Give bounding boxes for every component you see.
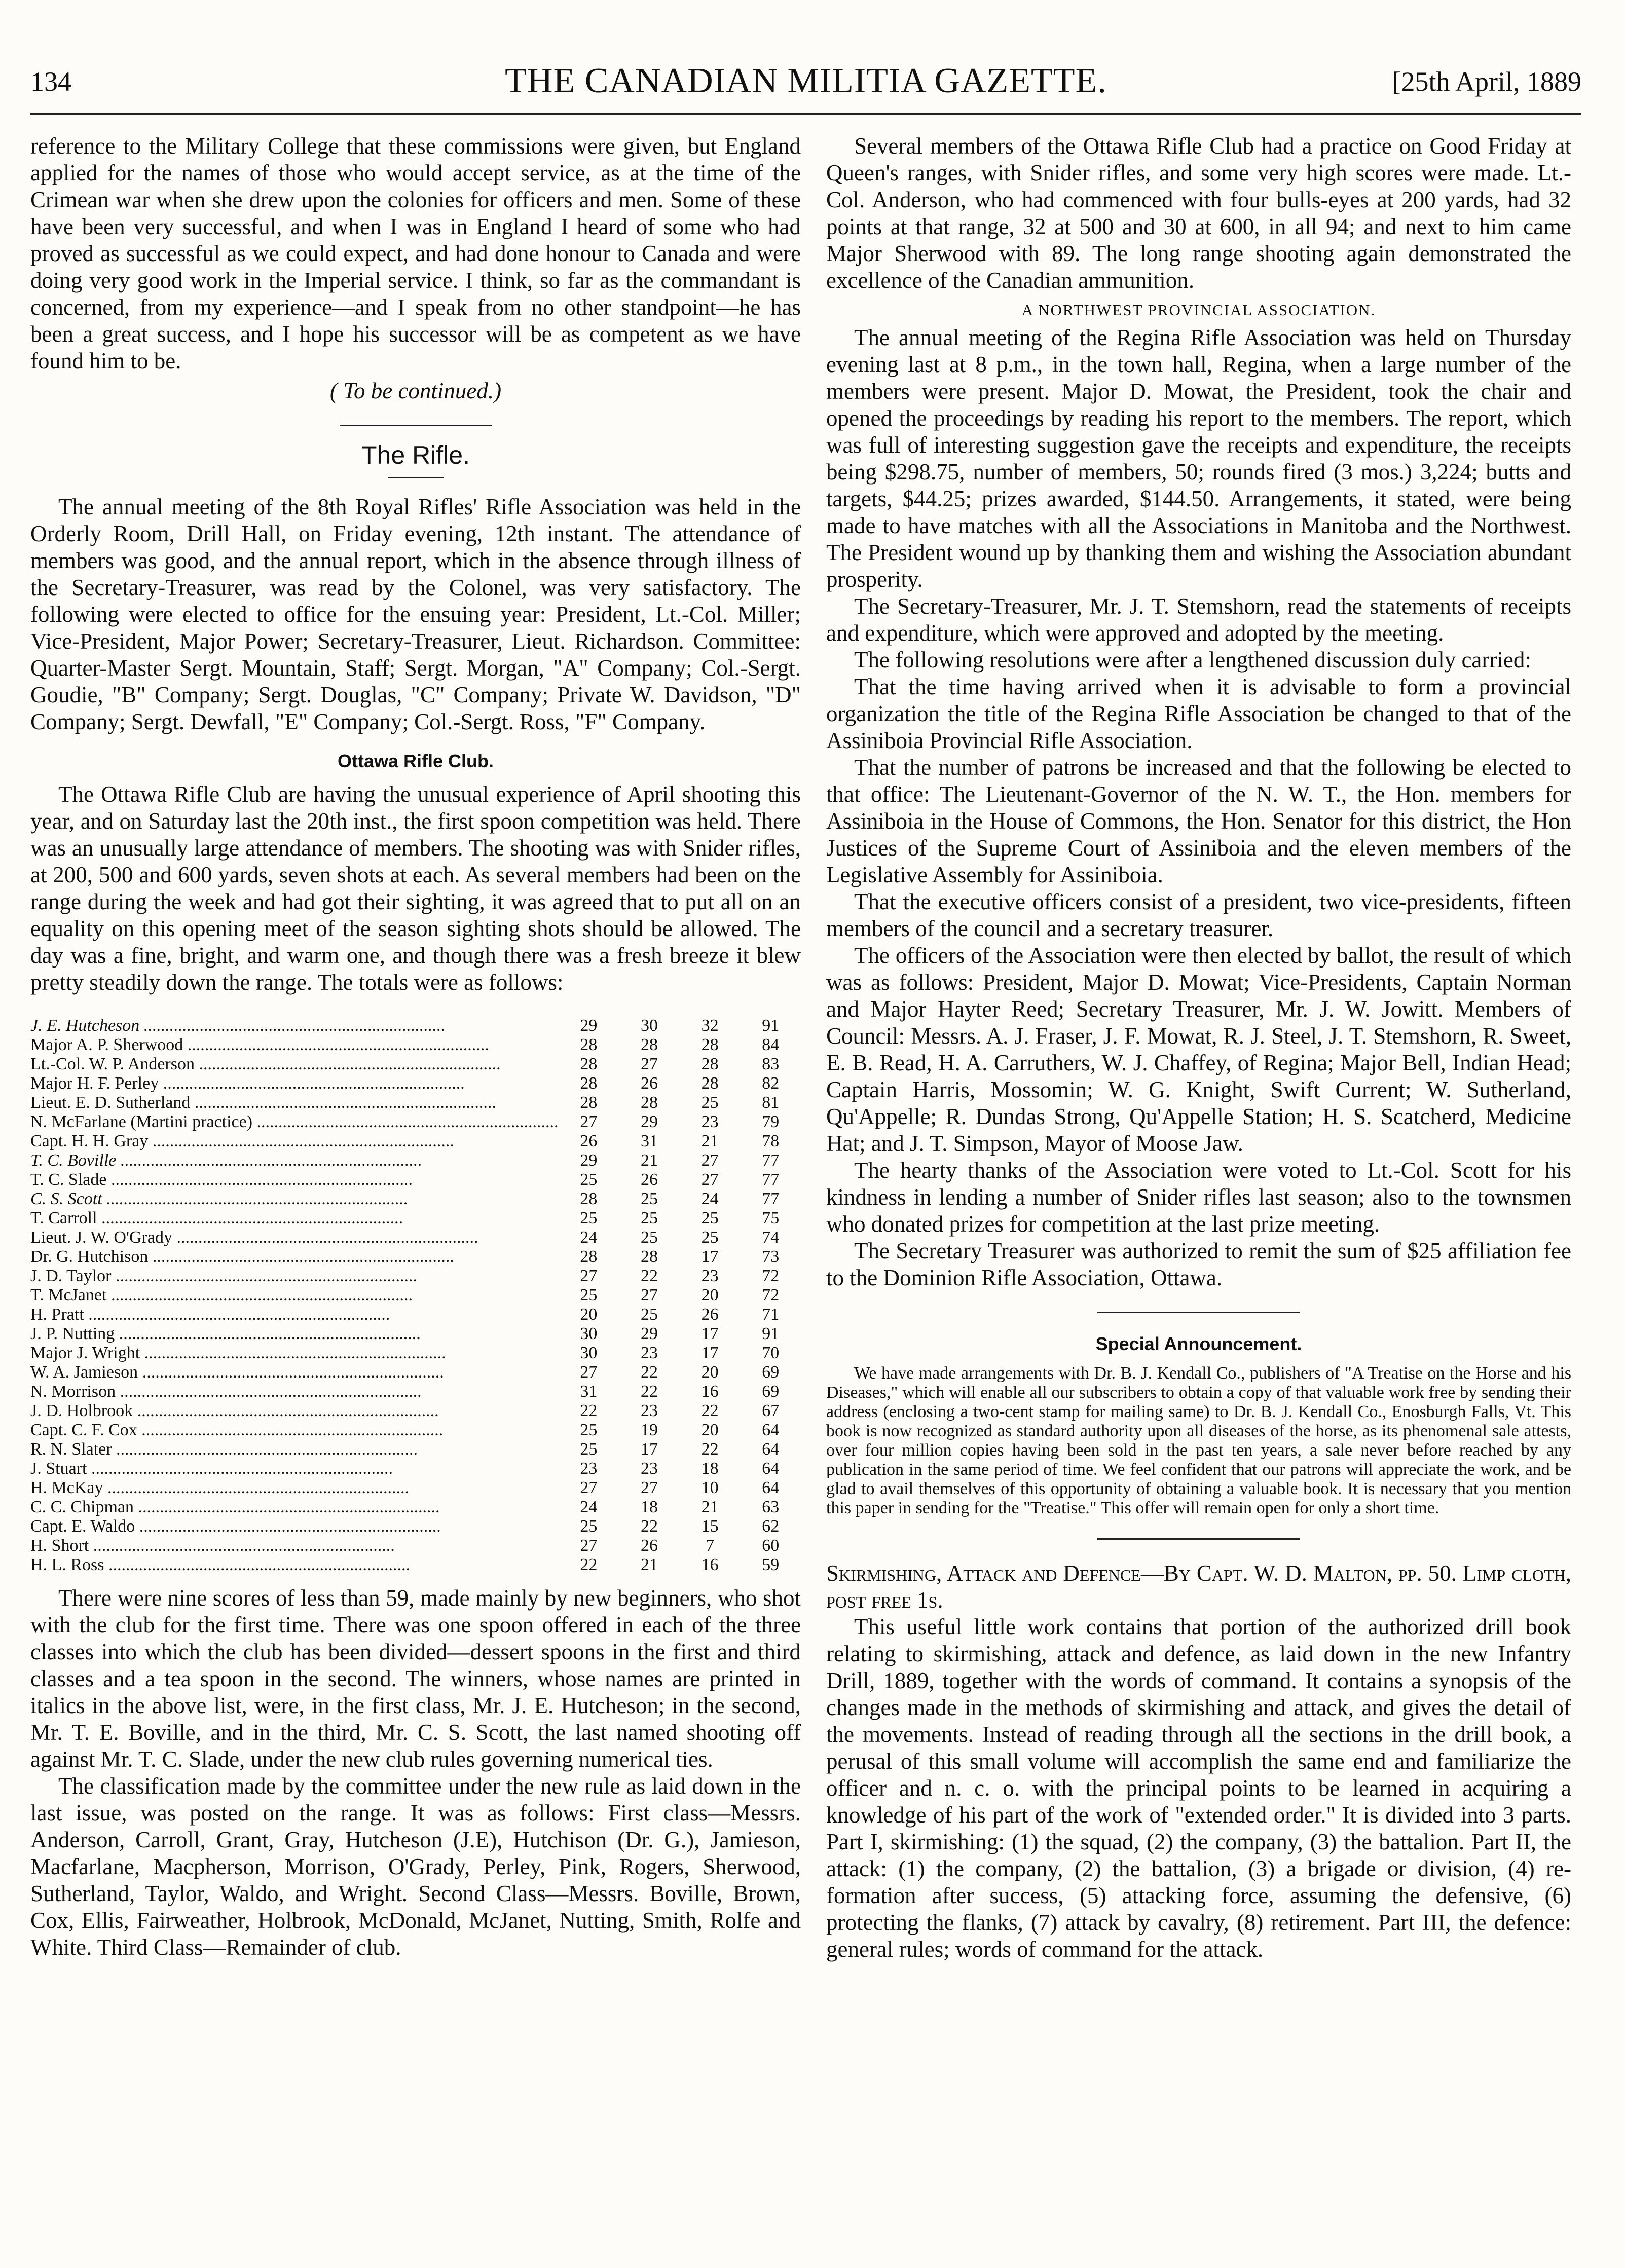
score-total: 64 xyxy=(762,1459,780,1478)
score-500-yards: 17 xyxy=(640,1440,658,1459)
officers-paragraph: The officers of the Association were then elected by ballot, the result of which was as follows: President, Major D. Mowat; Vice-Presidents, Captain Norman and Major Hayter Reed; Secretary Treasurer, Mr. J. W. Jowitt. Members of Council: Messrs. A. J. Fraser, J. F. Mowat, R. J. Steel, J. T. Stemshorn, R. Sweet, E. B. Read, H. A. Carruthers, W. J. Chaffey, of Regina; Major Bell, Indian Head; Captain Harris, Mossomin; W. G. Knight, Swift Current; W. Sutherland, Qu'Appelle; R. Dundas Strong, Qu'Appelle Station; H. S. Scatcherd, Medicine Hat; and J. T. Simpson, Mayor of Moose Jaw. xyxy=(826,943,1571,1156)
score-200-yards: 30 xyxy=(580,1344,598,1362)
score-200-yards: 30 xyxy=(580,1324,598,1343)
score-600-yards: 27 xyxy=(701,1170,719,1189)
score-total: 71 xyxy=(762,1305,780,1324)
resolution-1: That the time having arrived when it is advisable to form a provincial organization the title of the Regina Rifle Association be changed to that of the Assiniboia Provincial Rifle Association. xyxy=(826,674,1571,753)
score-600-yards: 10 xyxy=(701,1478,719,1497)
shooter-name: H. L. Ross ..... xyxy=(30,1555,559,1575)
score-200-yards: 24 xyxy=(580,1498,598,1516)
score-row xyxy=(30,1459,801,1478)
shooter-name: Capt. H. H. Gray ..... xyxy=(30,1132,559,1151)
regina-paragraph-3: The following resolutions were after a lengthened discussion duly carried: xyxy=(854,647,1531,673)
score-row xyxy=(30,1536,801,1555)
score-200-yards: 22 xyxy=(580,1555,598,1574)
score-500-yards: 27 xyxy=(640,1055,658,1073)
score-200-yards: 25 xyxy=(580,1517,598,1536)
score-600-yards: 25 xyxy=(701,1093,719,1112)
score-200-yards: 28 xyxy=(580,1055,598,1073)
shooter-name: T. C. Boville ..... xyxy=(30,1151,559,1170)
page-number: 134 xyxy=(30,66,71,97)
shooter-name: Capt. E. Waldo ..... xyxy=(30,1517,559,1536)
score-total: 78 xyxy=(762,1132,780,1150)
thanks-paragraph: The hearty thanks of the Association were voted to Lt.-Col. Scott for his kindness in lending a number of Snider rifles last season; also to the townsmen who donated prizes for competition at the last prize meeting. xyxy=(826,1158,1571,1237)
score-total: 77 xyxy=(762,1170,780,1189)
score-200-yards: 27 xyxy=(580,1112,598,1131)
score-row xyxy=(30,1112,801,1132)
score-200-yards: 25 xyxy=(580,1440,598,1459)
score-total: 62 xyxy=(762,1517,780,1536)
score-row xyxy=(30,1401,801,1421)
right-column xyxy=(826,133,1571,1963)
score-600-yards: 21 xyxy=(701,1132,719,1150)
score-200-yards: 27 xyxy=(580,1536,598,1555)
score-total: 64 xyxy=(762,1421,780,1439)
score-total: 60 xyxy=(762,1536,780,1555)
scores-table xyxy=(30,1016,801,1575)
score-row xyxy=(30,1209,801,1228)
shooter-name: Lt.-Col. W. P. Anderson ..... xyxy=(30,1055,559,1074)
score-500-yards: 30 xyxy=(640,1016,658,1035)
ottawa-paragraph-1: The Ottawa Rifle Club are having the unusual experience of April shooting this year, and on Saturday last the 20th inst., the first spoon competition was held. There was an unusually large attendance of members. The shooting was with Snider rifles, at 200, 500 and 600 yards, seven shots at each. As several members had been on the range during the week and had got their sighting, it was agreed that to put all on an equality on this opening meet of the season sighting shots should be allowed. The day was a fine, bright, and warm one, and though there was a fresh breeze it blew pretty steadily down the range. The totals were as follows: xyxy=(30,782,801,995)
score-200-yards: 31 xyxy=(580,1382,598,1401)
score-total: 83 xyxy=(762,1055,780,1073)
score-500-yards: 21 xyxy=(640,1151,658,1170)
shooter-name: W. A. Jamieson ..... xyxy=(30,1363,559,1382)
score-500-yards: 19 xyxy=(640,1421,658,1439)
score-row xyxy=(30,1016,801,1035)
ottawa-paragraph-2: There were nine scores of less than 59, made mainly by new beginners, who shot with the club for the first time. There was one spoon offered in each of the three classes into which the club has been divided—dessert spoons in the first and third classes and a tea spoon in the second. The winners, whose names are printed in italics in the above list, were, in the first class, Mr. J. E. Hutcheson; in the second, Mr. T. E. Boville, and in the third, Mr. C. S. Scott, the last named shooting off against Mr. T. C. Slade, under the new club rules governing numerical ties. xyxy=(30,1585,801,1772)
score-row xyxy=(30,1382,801,1401)
header-rule xyxy=(30,113,1581,115)
score-500-yards: 29 xyxy=(640,1112,658,1131)
issue-date: [25th April, 1889 xyxy=(1392,66,1581,97)
score-200-yards: 25 xyxy=(580,1209,598,1228)
score-row xyxy=(30,1555,801,1575)
score-600-yards: 26 xyxy=(701,1305,719,1324)
score-500-yards: 25 xyxy=(640,1209,658,1228)
special-announcement-text: We have made arrangements with Dr. B. J. Kendall Co., publishers of "A Treatise on the Horse and his Diseases," which will enable all our subscribers to obtain a copy of that valuable work free by sending their address (enclosing a two-cent stamp for mailing same) to Dr. B. J. Kendall Co., Enosburgh Falls, Vt. This book is now recognized as standard authority upon all diseases of the horse, as its phenomenal sale attests, over four million copies having been sold in the past ten years, a sale never before reached by any publication in the same period of time. We feel confident that our patrons will appreciate the work, and be glad to avail themselves of this opportunity of obtaining a valuable book. It is necessary that you mention this paper in sending for the "Treatise." This offer will remain open for only a short time. xyxy=(826,1364,1571,1517)
score-total: 81 xyxy=(762,1093,780,1112)
score-600-yards: 17 xyxy=(701,1324,719,1343)
score-total: 69 xyxy=(762,1363,780,1382)
score-600-yards: 23 xyxy=(701,1267,719,1285)
affiliation-paragraph: The Secretary Treasurer was authorized to remit the sum of $25 affiliation fee to the Dominion Rifle Association, Ottawa. xyxy=(826,1238,1571,1290)
score-total: 77 xyxy=(762,1189,780,1208)
score-600-yards: 16 xyxy=(701,1555,719,1574)
score-row xyxy=(30,1228,801,1247)
score-total: 74 xyxy=(762,1228,780,1247)
score-600-yards: 18 xyxy=(701,1459,719,1478)
score-200-yards: 27 xyxy=(580,1267,598,1285)
shooter-name: T. McJanet ..... xyxy=(30,1286,559,1305)
score-600-yards: 20 xyxy=(701,1421,719,1439)
score-total: 75 xyxy=(762,1209,780,1228)
shooter-name: C. S. Scott ..... xyxy=(30,1189,559,1209)
score-200-yards: 25 xyxy=(580,1170,598,1189)
score-row xyxy=(30,1035,801,1055)
score-row xyxy=(30,1170,801,1189)
score-500-yards: 25 xyxy=(640,1189,658,1208)
score-500-yards: 23 xyxy=(640,1344,658,1362)
score-500-yards: 28 xyxy=(640,1093,658,1112)
score-row xyxy=(30,1478,801,1498)
score-600-yards: 7 xyxy=(706,1536,715,1555)
shooter-name: Capt. C. F. Cox ..... xyxy=(30,1421,559,1440)
score-600-yards: 20 xyxy=(701,1363,719,1382)
shooter-name: Major A. P. Sherwood ..... xyxy=(30,1035,559,1055)
score-total: 79 xyxy=(762,1112,780,1131)
score-row xyxy=(30,1305,801,1324)
resolution-3: That the executive officers consist of a president, two vice-presidents, fifteen members of the council and a secretary treasurer. xyxy=(826,889,1571,941)
rifle-paragraph: The annual meeting of the 8th Royal Rifles' Rifle Association was held in the Orderly Room, Drill Hall, on Friday evening, 12th instant. The attendance of members was good, and the annual report, which in the absence through illness of the Secretary-Treasurer, was read by the Colonel, was very satisfactory. The following were elected to office for the ensuing year: President, Lt.-Col. Miller; Vice-President, Major Power; Secretary-Treasurer, Lieut. Richardson. Committee: Quarter-Master Sergt. Mountain, Staff; Sergt. Morgan, "A" Company; Col.-Sergt. Goudie, "B" Company; Sergt. Douglas, "C" Company; Private W. Davidson, "D" Company; Sergt. Dewfall, "E" Company; Col.-Sergt. Ross, "F" Company. xyxy=(30,494,801,734)
score-200-yards: 28 xyxy=(580,1035,598,1054)
shooter-name: N. Morrison ..... xyxy=(30,1382,559,1401)
newspaper-title: THE CANADIAN MILITIA GAZETTE. xyxy=(505,61,1107,100)
score-total: 64 xyxy=(762,1440,780,1459)
score-total: 69 xyxy=(762,1382,780,1401)
score-200-yards: 25 xyxy=(580,1421,598,1439)
score-total: 72 xyxy=(762,1286,780,1305)
shooter-name: H. Short ..... xyxy=(30,1536,559,1555)
ottawa-paragraph-3: The classification made by the committee under the new rule as laid down in the last issue, was posted on the range. It was as follows: First class—Messrs. Anderson, Carroll, Grant, Gray, Hutcheson (J.E), Hutchison (Dr. G.), Jamieson, Macfarlane, Macpherson, Morrison, O'Grady, Perley, Pink, Rogers, Sherwood, Sutherland, Taylor, Waldo, and Wright. Second Class—Messrs. Boville, Brown, Cox, Ellis, Fairweather, Holbrook, McDonald, McJanet, Nutting, Smith, Rolfe and White. Third Class—Remainder of club. xyxy=(30,1773,801,1960)
score-600-yards: 25 xyxy=(701,1209,719,1228)
shooter-name: T. C. Slade ..... xyxy=(30,1170,559,1189)
title-dash xyxy=(388,477,444,478)
score-row xyxy=(30,1363,801,1382)
score-600-yards: 17 xyxy=(701,1344,719,1362)
score-500-yards: 26 xyxy=(640,1170,658,1189)
score-200-yards: 29 xyxy=(580,1151,598,1170)
shooter-name: N. McFarlane (Martini practice) ..... xyxy=(30,1112,559,1132)
shooter-name: J. D. Holbrook ..... xyxy=(30,1401,559,1421)
score-600-yards: 32 xyxy=(701,1016,719,1035)
score-200-yards: 23 xyxy=(580,1459,598,1478)
shooter-name: Dr. G. Hutchison ..... xyxy=(30,1247,559,1267)
resolution-2: That the number of patrons be increased and that the following be elected to that office: The Lieutenant-Governor of the N. W. T., the Hon. members for Assiniboia in the House of Commons, the Hon. Senator for this district, the Hon Justices of the Supreme Court of Assiniboia and the eleven members of the Legislative Assembly for Assiniboia. xyxy=(826,755,1571,887)
review-divider xyxy=(1097,1538,1300,1540)
score-500-yards: 22 xyxy=(640,1382,658,1401)
score-row xyxy=(30,1344,801,1363)
score-500-yards: 28 xyxy=(640,1247,658,1266)
score-row xyxy=(30,1093,801,1112)
score-200-yards: 27 xyxy=(580,1363,598,1382)
score-total: 59 xyxy=(762,1555,780,1574)
score-row xyxy=(30,1132,801,1151)
score-200-yards: 22 xyxy=(580,1401,598,1420)
score-row xyxy=(30,1151,801,1170)
score-600-yards: 28 xyxy=(701,1074,719,1093)
left-column xyxy=(30,133,801,1961)
score-row xyxy=(30,1189,801,1209)
score-600-yards: 25 xyxy=(701,1228,719,1247)
shooter-name: J. E. Hutcheson ..... xyxy=(30,1016,559,1035)
score-200-yards: 20 xyxy=(580,1305,598,1324)
score-200-yards: 27 xyxy=(580,1478,598,1497)
score-600-yards: 22 xyxy=(701,1401,719,1420)
regina-paragraph-2: The Secretary-Treasurer, Mr. J. T. Stemshorn, read the statements of receipts and expenditure, which were approved and adopted by the meeting. xyxy=(826,593,1571,646)
score-500-yards: 26 xyxy=(640,1074,658,1093)
score-row xyxy=(30,1421,801,1440)
score-total: 64 xyxy=(762,1478,780,1497)
score-600-yards: 21 xyxy=(701,1498,719,1516)
score-500-yards: 27 xyxy=(640,1478,658,1497)
score-600-yards: 15 xyxy=(701,1517,719,1536)
score-600-yards: 16 xyxy=(701,1382,719,1401)
score-600-yards: 28 xyxy=(701,1055,719,1073)
shooter-name: Lieut. J. W. O'Grady ..... xyxy=(30,1228,559,1247)
score-500-yards: 22 xyxy=(640,1363,658,1382)
score-500-yards: 23 xyxy=(640,1459,658,1478)
score-row xyxy=(30,1267,801,1286)
score-600-yards: 24 xyxy=(701,1189,719,1208)
score-total: 84 xyxy=(762,1035,780,1054)
shooter-name: H. Pratt ..... xyxy=(30,1305,559,1324)
score-200-yards: 26 xyxy=(580,1132,598,1150)
score-500-yards: 22 xyxy=(640,1517,658,1536)
score-600-yards: 20 xyxy=(701,1286,719,1305)
rifle-section-title: The Rifle. xyxy=(361,441,470,469)
to-be-continued: ( To be continued.) xyxy=(329,378,502,403)
score-200-yards: 28 xyxy=(580,1074,598,1093)
score-500-yards: 28 xyxy=(640,1035,658,1054)
score-row xyxy=(30,1324,801,1344)
ottawa-club-heading: Ottawa Rifle Club. xyxy=(337,751,494,771)
northwest-heading: A NORTHWEST PROVINCIAL ASSOCIATION. xyxy=(1021,301,1376,319)
shooter-name: Major J. Wright ..... xyxy=(30,1344,559,1363)
score-200-yards: 24 xyxy=(580,1228,598,1247)
score-500-yards: 25 xyxy=(640,1228,658,1247)
score-200-yards: 25 xyxy=(580,1286,598,1305)
score-row xyxy=(30,1440,801,1459)
score-500-yards: 22 xyxy=(640,1267,658,1285)
regina-paragraph-1: The annual meeting of the Regina Rifle Association was held on Thursday evening last at 8 p.m., in the town hall, Regina, when a large number of the members were present. Major D. Mowat, the President, took the chair and opened the proceedings by reading his report to the members. The report, which was full of interesting suggestion gave the receipts and expenditure, the receipts being $298.75, number of members, 50; rounds fired (3 mos.) 3,224; butts and targets, $44.25; prizes awarded, $144.50. Arrangements, it stated, were being made to have matches with all the Associations in Manitoba and the Northwest. The President wound up by thanking them and wishing the Association abundant prosperity. xyxy=(826,325,1571,592)
shooter-name: H. McKay ..... xyxy=(30,1478,559,1498)
score-200-yards: 28 xyxy=(580,1189,598,1208)
score-600-yards: 23 xyxy=(701,1112,719,1131)
page-header xyxy=(30,61,1581,111)
score-row xyxy=(30,1074,801,1093)
score-500-yards: 25 xyxy=(640,1305,658,1324)
score-600-yards: 17 xyxy=(701,1247,719,1266)
score-total: 82 xyxy=(762,1074,780,1093)
score-500-yards: 21 xyxy=(640,1555,658,1574)
shooter-name: Lieut. E. D. Sutherland ..... xyxy=(30,1093,559,1112)
score-row xyxy=(30,1286,801,1305)
intro-paragraph: reference to the Military College that these commissions were given, but England applied for the names of those who would accept service, as at the time of the Crimean war when she drew upon the colonies for officers and men. Some of these have been very successful, and when I was in England I heard of some who had proved as successful as we could expect, and had done honour to Canada and were doing very good work in the Imperial service. I think, so far as the commandant is concerned, from my experience—and I speak from no other standpoint—he has been a great success, and I hope his successor will be as competent as we have found him to be. xyxy=(30,133,801,374)
announcement-divider xyxy=(1097,1312,1300,1313)
practice-paragraph: Several members of the Ottawa Rifle Club had a practice on Good Friday at Queen's ranges, with Snider rifles, and some very high scores were made. Lt.-Col. Anderson, who had commenced with four bulls-eyes at 200 yards, had 32 points at that range, 32 at 500 and 30 at 600, in all 94; and next to him came Major Sherwood with 89. The long range shooting again demonstrated the excellence of the Canadian ammunition. xyxy=(826,133,1571,293)
score-200-yards: 28 xyxy=(580,1093,598,1112)
score-total: 77 xyxy=(762,1151,780,1170)
score-total: 91 xyxy=(762,1324,780,1343)
score-row xyxy=(30,1517,801,1536)
score-600-yards: 27 xyxy=(701,1151,719,1170)
score-row xyxy=(30,1055,801,1074)
shooter-name: J. Stuart ..... xyxy=(30,1459,559,1478)
score-total: 70 xyxy=(762,1344,780,1362)
score-total: 91 xyxy=(762,1016,780,1035)
shooter-name: J. P. Nutting ..... xyxy=(30,1324,559,1344)
shooter-name: J. D. Taylor ..... xyxy=(30,1267,559,1286)
score-500-yards: 26 xyxy=(640,1536,658,1555)
score-row xyxy=(30,1247,801,1267)
book-review-text: This useful little work contains that portion of the authorized drill book relating to skirmishing, attack and defence, as laid down in the new Infantry Drill, 1889, together with the words of command. It contains a synopsis of the changes made in the methods of skirmishing and attack, and gives the detail of the movements. Instead of reading through all the sections in the drill book, a perusal of this small volume will accomplish the same end and familiarize the officer and n. c. o. with the principal points to be learned in acquiring a knowledge of his part of the work of "extended order." It is divided into 3 parts. Part I, skirmishing: (1) the squad, (2) the company, (3) the battalion. Part II, the attack: (1) the company, (2) the battalion, (3) a brigade or division, (4) re-formation after success, (5) attacking force, assuming the defensive, (6) protecting the flanks, (7) attack by cavalry, (8) retirement. Part III, the defence: general rules; words of command for the attack. xyxy=(826,1614,1571,1962)
score-total: 73 xyxy=(762,1247,780,1266)
score-total: 67 xyxy=(762,1401,780,1420)
score-500-yards: 23 xyxy=(640,1401,658,1420)
score-500-yards: 29 xyxy=(640,1324,658,1343)
score-200-yards: 28 xyxy=(580,1247,598,1266)
score-total: 63 xyxy=(762,1498,780,1516)
score-500-yards: 31 xyxy=(640,1132,658,1150)
score-total: 72 xyxy=(762,1267,780,1285)
score-200-yards: 29 xyxy=(580,1016,598,1035)
book-review-heading: Skirmishing, Attack and Defence—By Capt. W. D. Malton, pp. 50. Limp cloth, post free 1s. xyxy=(826,1560,1571,1613)
shooter-name: Major H. F. Perley ..... xyxy=(30,1074,559,1093)
score-row xyxy=(30,1498,801,1517)
score-600-yards: 28 xyxy=(701,1035,719,1054)
shooter-name: C. C. Chipman ..... xyxy=(30,1498,559,1517)
scores-body xyxy=(30,1016,801,1575)
score-500-yards: 27 xyxy=(640,1286,658,1305)
shooter-name: R. N. Slater ..... xyxy=(30,1440,559,1459)
score-600-yards: 22 xyxy=(701,1440,719,1459)
shooter-name: T. Carroll ..... xyxy=(30,1209,559,1228)
score-500-yards: 18 xyxy=(640,1498,658,1516)
section-divider xyxy=(340,425,492,426)
special-announcement-heading: Special Announcement. xyxy=(1095,1333,1302,1354)
